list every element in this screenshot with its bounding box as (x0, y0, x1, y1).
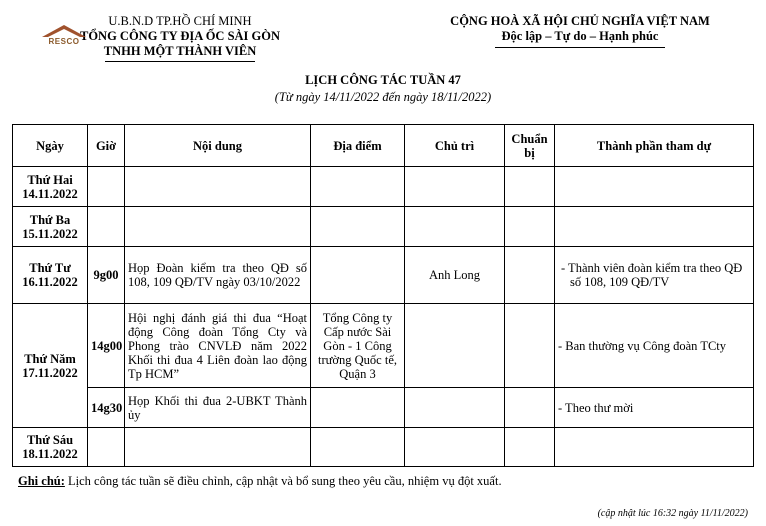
location-cell (311, 388, 405, 428)
resco-logo (40, 24, 88, 46)
prep-cell (505, 207, 555, 247)
attendees-text: - Thành viên đoàn kiểm tra theo QĐ số 108, 109 QĐ/TV (561, 261, 743, 289)
location-cell (311, 428, 405, 467)
org-underline (105, 61, 255, 62)
attendees-cell (555, 207, 754, 247)
time-cell: 14g30 (88, 388, 125, 428)
day-date: 14.11.2022 (22, 186, 78, 201)
time-cell (88, 167, 125, 207)
prep-cell (505, 304, 555, 388)
location-cell: Tổng Công ty Cấp nước Sài Gòn - 1 Công trường Quốc tế, Quận 3 (311, 304, 405, 388)
attendees-cell: - Ban thường vụ Công đoàn TCty (555, 304, 754, 388)
content-cell: Họp Khối thi đua 2-UBKT Thành ủy (125, 388, 311, 428)
time-cell: 14g00 (88, 304, 125, 388)
page-title: LỊCH CÔNG TÁC TUẦN 47 (305, 73, 461, 87)
logo-text: RESCO (48, 37, 80, 46)
org-line-3: TNHH MỘT THÀNH VIÊN (103, 44, 257, 58)
time-cell (88, 428, 125, 467)
table-row (13, 428, 754, 467)
house-roof-icon (40, 24, 88, 38)
location-cell (311, 247, 405, 304)
date-range: (Từ ngày 14/11/2022 đến ngày 18/11/2022) (274, 90, 492, 104)
footnote-label: Ghi chú: (18, 474, 65, 488)
table-row (13, 247, 754, 304)
day-name: Thứ Sáu (26, 433, 74, 447)
last-updated: (cập nhật lúc 16:32 ngày 11/11/2022) (597, 508, 748, 519)
footnote-text: Lịch công tác tuần sẽ điều chỉnh, cập nhật và bổ sung theo yêu cầu, nhiệm vụ đột xuất. (64, 474, 502, 488)
content-cell: Họp Đoàn kiểm tra theo QĐ số 108, 109 QĐ/TV ngày 03/10/2022 (125, 247, 311, 304)
chair-cell (405, 304, 505, 388)
footnote (18, 474, 502, 489)
header-attendees: Thành phần tham dự (555, 125, 754, 167)
prep-cell (505, 428, 555, 467)
day-name: Thứ Năm (24, 351, 76, 366)
day-cell (13, 207, 88, 247)
attendees-cell (555, 247, 754, 304)
location-cell (311, 207, 405, 247)
day-cell (13, 304, 88, 428)
content-cell (125, 428, 311, 467)
table-row (13, 388, 754, 428)
day-cell (13, 247, 88, 304)
content-cell (125, 207, 311, 247)
header-time: Giờ (88, 125, 125, 167)
location-cell (311, 167, 405, 207)
header-content: Nội dung (125, 125, 311, 167)
content-cell (125, 167, 311, 207)
schedule-table (12, 124, 754, 467)
attendees-cell: - Theo thư mời (555, 388, 754, 428)
chair-cell (405, 428, 505, 467)
day-date: 16.11.2022 (22, 275, 78, 289)
chair-cell (405, 207, 505, 247)
content-cell: Hội nghị đánh giá thi đua “Hoạt động Công đoàn Tổng Cty và Phong trào CNVLĐ năm 2022 Khối thi đua 4 Liên đoàn lao động Tp HCM” (125, 304, 311, 388)
attendees-cell (555, 167, 754, 207)
day-date: 17.11.2022 (22, 365, 78, 380)
chair-cell (405, 167, 505, 207)
attendees-cell (555, 428, 754, 467)
prep-cell (505, 167, 555, 207)
header-prep: Chuẩn bị (505, 125, 555, 167)
chair-cell (405, 388, 505, 428)
table-row (13, 207, 754, 247)
prep-cell (505, 247, 555, 304)
header-day: Ngày (13, 125, 88, 167)
time-cell: 9g00 (88, 247, 125, 304)
day-date: 18.11.2022 (22, 447, 78, 461)
motto-underline (495, 47, 665, 48)
day-name: Thứ Hai (27, 172, 73, 187)
day-cell (13, 428, 88, 467)
day-name: Thứ Ba (29, 212, 71, 227)
header-chair: Chủ trì (405, 125, 505, 167)
header-location: Địa điểm (311, 125, 405, 167)
national-name: CỘNG HOÀ XÃ HỘI CHỦ NGHĨA VIỆT NAM (450, 14, 710, 28)
chair-cell: Anh Long (405, 247, 505, 304)
time-cell (88, 207, 125, 247)
national-motto: Độc lập – Tự do – Hạnh phúc (501, 29, 659, 43)
table-row (13, 304, 754, 388)
table-row (13, 167, 754, 207)
day-name: Thứ Tư (29, 261, 71, 275)
org-line-1: U.B.N.D TP.HỒ CHÍ MINH (108, 14, 252, 28)
day-date: 15.11.2022 (22, 226, 78, 241)
day-cell (13, 167, 88, 207)
table-header-row (13, 125, 754, 167)
national-header (420, 14, 740, 48)
prep-cell (505, 388, 555, 428)
org-line-2: TỔNG CÔNG TY ĐỊA ỐC SÀI GÒN (79, 29, 281, 43)
